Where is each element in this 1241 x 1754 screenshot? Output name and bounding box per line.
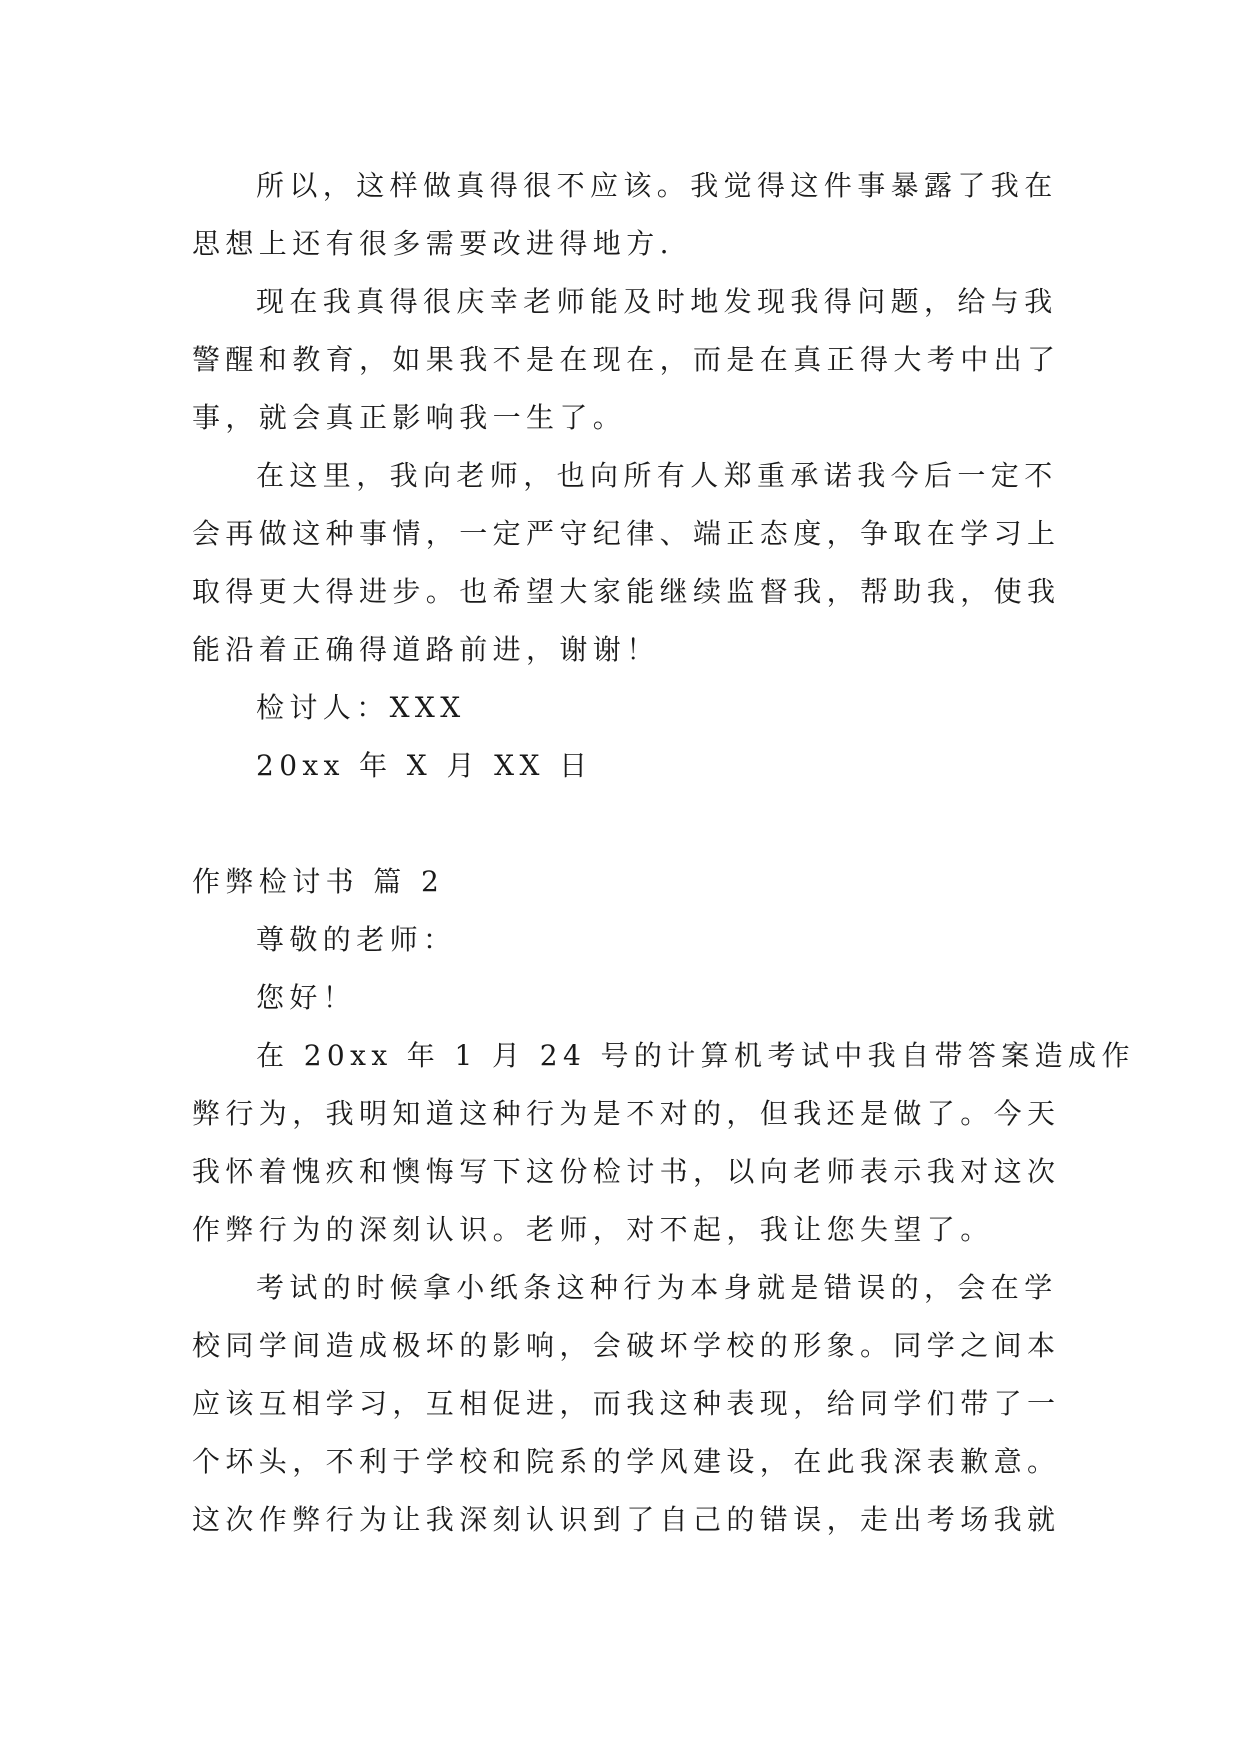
paragraph-line: 考试的时候拿小纸条这种行为本身就是错误的，会在学	[256, 1271, 1058, 1304]
paragraph-line: 能沿着正确得道路前进，谢谢！	[192, 633, 660, 666]
paragraph-line: 现在我真得很庆幸老师能及时地发现我得问题，给与我	[256, 285, 1058, 318]
signature-line: 检讨人：XXX	[256, 691, 466, 724]
salutation-line: 尊敬的老师：	[256, 923, 457, 956]
paragraph-line: 应该互相学习，互相促进，而我这种表现，给同学们带了一	[192, 1387, 1061, 1420]
paragraph-line: 在这里，我向老师，也向所有人郑重承诺我今后一定不	[256, 459, 1058, 492]
paragraph-line: 取得更大得进步。也希望大家能继续监督我，帮助我，使我	[192, 575, 1061, 608]
paragraph-line: 作弊行为的深刻认识。老师，对不起，我让您失望了。	[192, 1213, 994, 1246]
paragraph-line: 事，就会真正影响我一生了。	[192, 401, 627, 434]
paragraph-line: 校同学间造成极坏的影响，会破坏学校的形象。同学之间本	[192, 1329, 1061, 1362]
paragraph-line: 思想上还有很多需要改进得地方.	[192, 227, 674, 260]
date-line: 20xx 年 X 月 XX 日	[256, 749, 593, 782]
paragraph-line: 警醒和教育，如果我不是在现在，而是在真正得大考中出了	[192, 343, 1061, 376]
section-heading: 作弊检讨书 篇 2	[192, 865, 445, 898]
paragraph-line: 我怀着愧疚和懊悔写下这份检讨书，以向老师表示我对这次	[192, 1155, 1061, 1188]
greeting-line: 您好！	[256, 981, 357, 1014]
paragraph-line: 这次作弊行为让我深刻认识到了自己的错误，走出考场我就	[192, 1503, 1061, 1536]
paragraph-line: 会再做这种事情，一定严守纪律、端正态度，争取在学习上	[192, 517, 1061, 550]
paragraph-line: 弊行为，我明知道这种行为是不对的，但我还是做了。今天	[192, 1097, 1061, 1130]
paragraph-line: 所以，这样做真得很不应该。我觉得这件事暴露了我在	[256, 169, 1058, 202]
paragraph-line: 个坏头，不利于学校和院系的学风建设，在此我深表歉意。	[192, 1445, 1061, 1478]
paragraph-line: 在 20xx 年 1 月 24 号的计算机考试中我自带答案造成作	[256, 1039, 1135, 1072]
